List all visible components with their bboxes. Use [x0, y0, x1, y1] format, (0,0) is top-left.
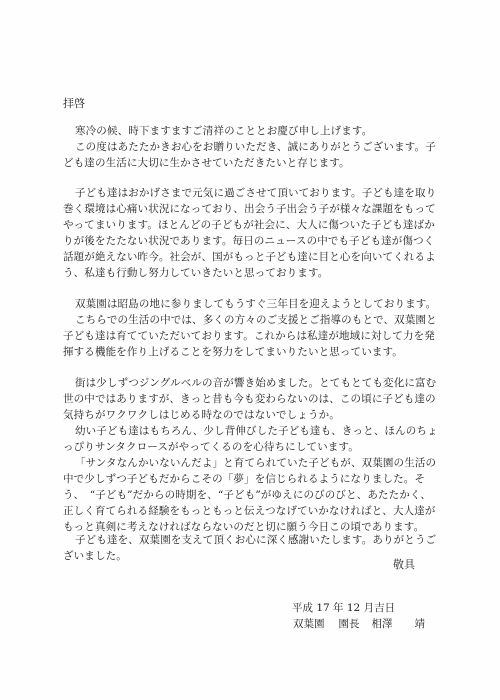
greeting: 拝啓: [63, 97, 85, 110]
paragraph-line: 幼い子ども達はもちろん、少し背伸びした子ども達も、きっと、ほんのちょ: [75, 425, 438, 437]
paragraph-line: 中で少しずつ子どもだからこその「夢」を信じられるようになりました。そ: [63, 473, 426, 485]
paragraph-line: 話題が絶えない昨今。社会が、国がもっと子ども達に目と心を向いてくれるよ: [63, 251, 436, 263]
closing-remark: 敬具: [393, 558, 415, 571]
paragraph-line: う、私達も行動し努力していきたいと思っております。: [63, 267, 329, 279]
paragraph-line: ざいました。: [63, 550, 127, 562]
paragraph-line: もっと真剣に考えなければならないのだと切に願う今日この頃であります。: [63, 521, 425, 533]
paragraph-line: 子ども達を、双葉園を支えて頂くお心に深く感謝いたします。ありがとうご: [75, 534, 437, 546]
signature-surname: 相澤: [371, 618, 393, 630]
signature-given-name: 靖: [414, 618, 425, 630]
paragraph-line: 正しく育てられる経験をもっともっと伝えつなげていかなければと、大人達が: [63, 505, 436, 517]
paragraph-line: この度はあたたかきお心をお贈りいただき、誠にありがとうございます。子: [75, 141, 436, 153]
paragraph-line: 子ども達は育てていただいております。これからは私達が地域に対して力を発: [63, 330, 435, 342]
paragraph-line: 世の中ではありますが、きっと昔も今も変わらないのは、この頃に子ども達の: [63, 393, 436, 405]
paragraph-line: 街は少しずつジングルベルの音が響き始めました。とてもとても変化に富む: [75, 377, 437, 389]
paragraph-line: こちらでの生活の中では、多くの方々のご支援とご指導のもとで、双葉園と: [75, 314, 437, 326]
paragraph-line: りが後をたたない状況であります。毎日のニュースの中でも子ども達が傷つく: [63, 235, 435, 247]
paragraph-line: 巻く環境は心痛い状況になっており、出会う子出会う子が様々な課題をもって: [63, 203, 436, 215]
signature-title: 園長: [338, 618, 360, 630]
paragraph-line: ども達の生活に大切に生かさせていただきたいと存じます。: [63, 157, 350, 169]
paragraph-line: 揮する機能を作り上げることを努力をしてまいりたいと思っています。: [63, 346, 403, 358]
paragraph-line: 子ども達はおかげさまで元気に過ごさせて頂いております。子ども達を取り: [75, 187, 437, 199]
paragraph-line: 「サンタなんかいないんだよ」と育てられていた子どもが、双葉園の生活の: [75, 457, 437, 469]
paragraph-line: 気持ちがワクワクしはじめる時なのではないでしょうか。: [63, 409, 340, 421]
paragraph-line: っぴりサンタクロースがやってくるのを心待ちにしています。: [63, 441, 359, 453]
paragraph-line: 寒冷の候、時下ますますご清祥のこととお慶び申し上げます。: [75, 125, 373, 137]
paragraph-line: 双葉園は昭島の地に参りましてもうすぐ三年目を迎えようとしております。: [75, 298, 437, 310]
paragraph-line: やってまいります。ほとんどの子どもが社会に、大人に傷ついた子ども達ばか: [63, 219, 435, 231]
letter-date: 平成 17 年 12 月吉日: [292, 602, 396, 614]
signature: [293, 616, 425, 631]
paragraph-line: う、 “子ども”だからの時期を、“子ども”がゆえにのびのびと、あたたかく、: [63, 489, 432, 501]
signature-org: 双葉園: [293, 618, 325, 630]
